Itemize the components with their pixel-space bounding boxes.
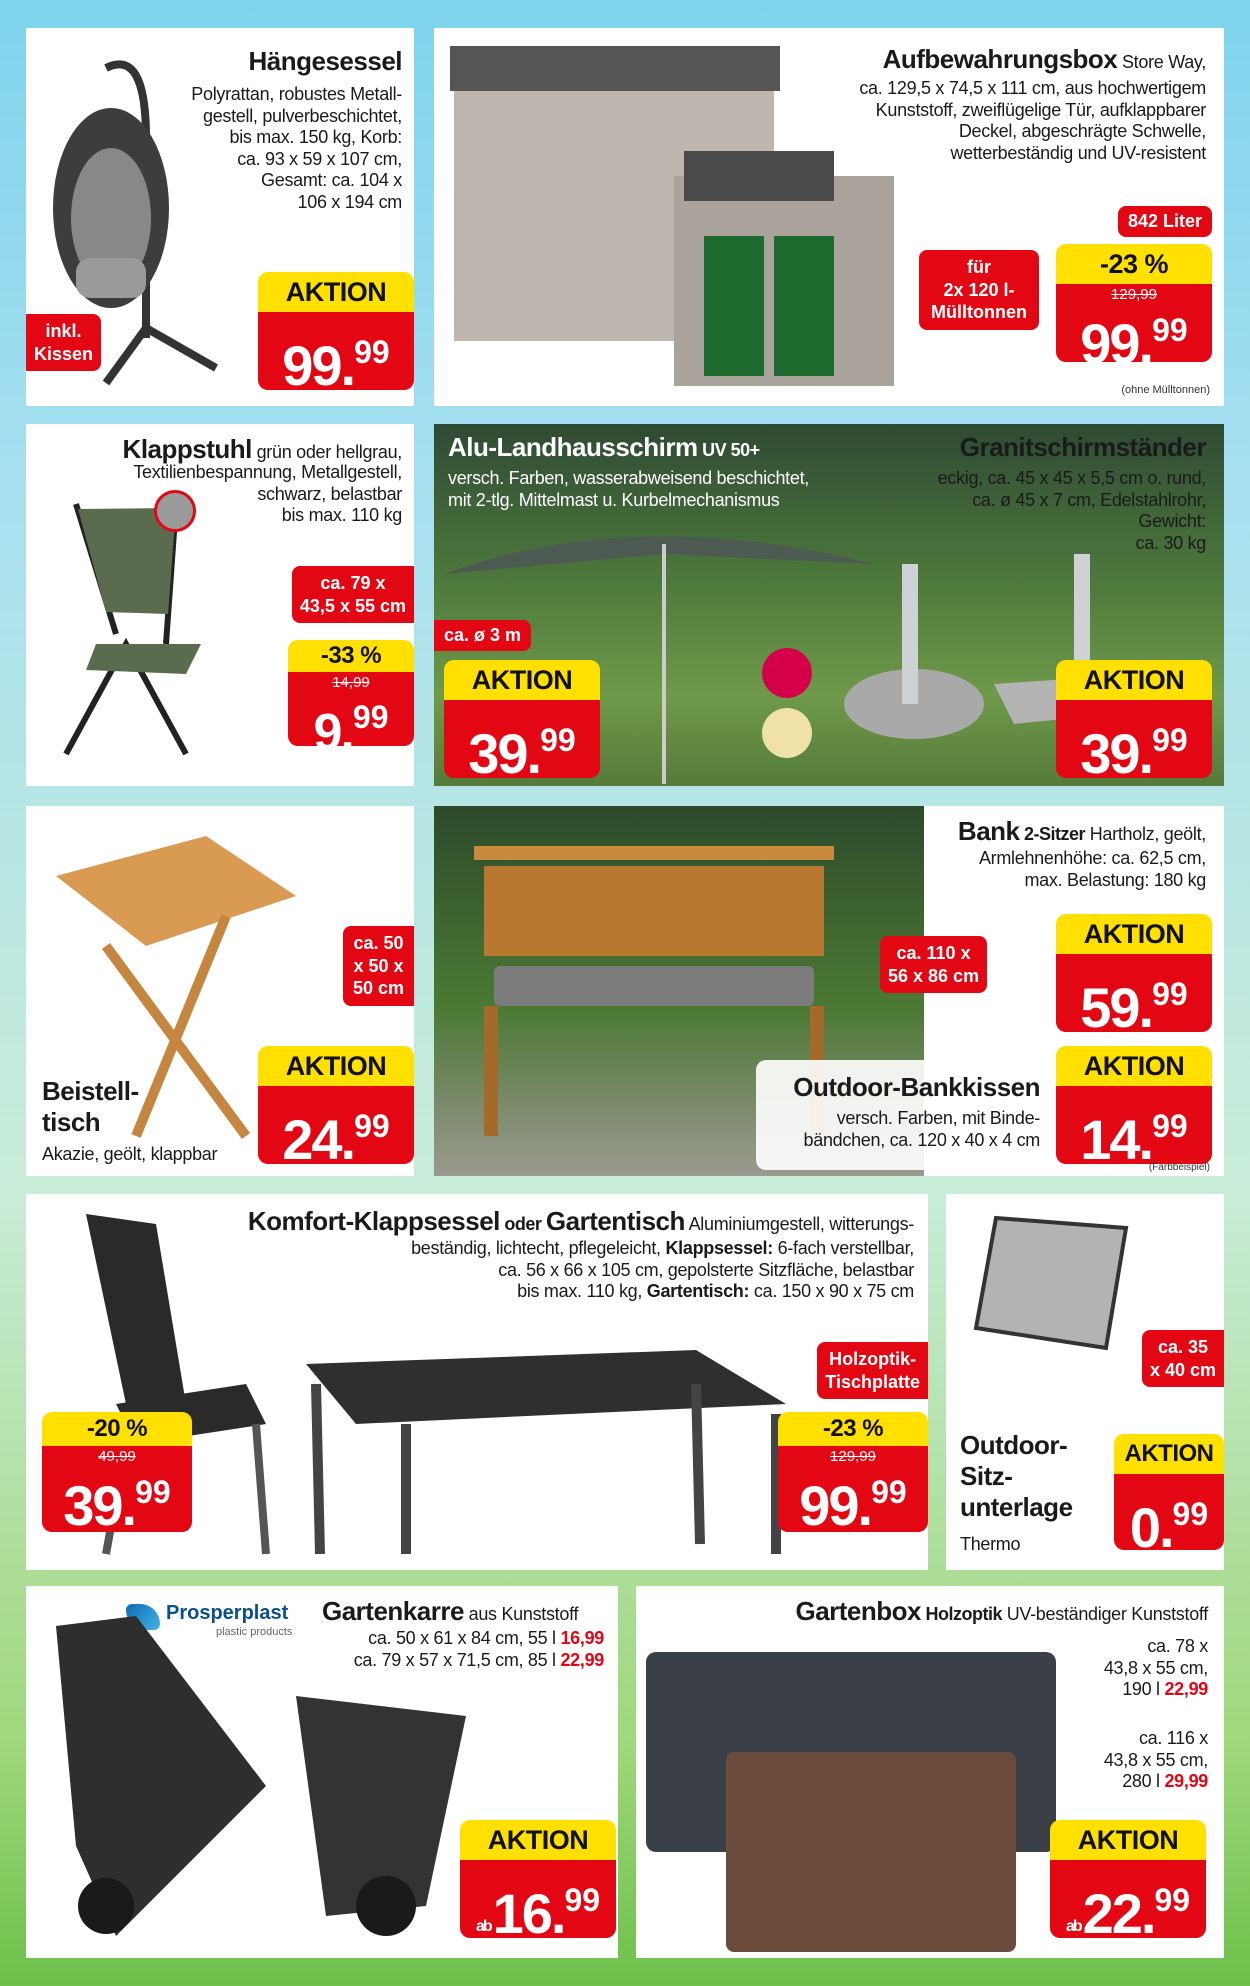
card-gartenkarre — [26, 1586, 618, 1958]
box-price: -23 % 129,99 99.99 — [1056, 244, 1212, 362]
beistelltisch-title: Beistell- tisch — [42, 1076, 139, 1138]
bank-desc: Armlehnenhöhe: ca. 62,5 cm, max. Belastung: 180 kg — [978, 848, 1206, 890]
klappstuhl-desc: Textilienbespannung, Metallgestell, schwarz, belastbar bis max. 110 kg — [133, 462, 402, 526]
staender-title: Granitschirmständer — [959, 432, 1206, 462]
staender-price: AKTION 39.99 — [1056, 660, 1212, 778]
sitz-size-badge: ca. 35 x 40 cm — [1142, 1330, 1224, 1387]
card-gartenbox — [636, 1586, 1224, 1958]
box-title: Aufbewahrungsbox Store Way, — [882, 44, 1206, 74]
prosperplast-brand-sub: plastic products — [216, 1626, 293, 1638]
card-aufbewahrungsbox — [434, 28, 1224, 406]
gartenkarre-title: Gartenkarre aus Kunststoff — [322, 1596, 579, 1626]
kissen-badge: inkl. Kissen — [26, 314, 101, 371]
bankkissen-desc: versch. Farben, mit Binde- bändchen, ca. 120 x 40 x 4 cm — [803, 1108, 1040, 1150]
schirm-desc: versch. Farben, wasserabweisend beschichtet, mit 2-tlg. Mittelmast u. Kurbelmechanismus — [448, 468, 809, 510]
bankkissen-note: (Farbbeispiel) — [1148, 1162, 1210, 1173]
beistelltisch-price: AKTION 24.99 — [258, 1046, 414, 1164]
card-sitzunterlage — [946, 1194, 1224, 1570]
swatch-beige — [762, 708, 812, 758]
klappstuhl-size-badge: ca. 79 x 43,5 x 55 cm — [292, 566, 414, 623]
klappsessel-price: -20 % 49,99 39.99 — [42, 1412, 192, 1532]
gartenkarre-desc: ca. 50 x 61 x 84 cm, 55 l 16,99 ca. 79 x 57 x 71,5 cm, 85 l 22,99 — [353, 1628, 604, 1670]
storage-box-image — [444, 36, 924, 401]
schirm-size-badge: ca. ø 3 m — [434, 620, 531, 651]
staender-desc: eckig, ca. 45 x 45 x 5,5 cm o. rund, ca. ø 45 x 7 cm, Edelstahlrohr, Gewicht: ca. 30 kg — [937, 468, 1206, 553]
liter-badge: 842 Liter — [1118, 206, 1212, 237]
card-schirm — [434, 424, 1224, 786]
schirm-price: AKTION 39.99 — [444, 660, 600, 778]
bank-title: Bank 2-Sitzer Hartholz, geölt, — [957, 816, 1206, 846]
garden-box-image — [636, 1642, 1066, 1956]
prosperplast-brand: Prosperplast — [166, 1602, 289, 1624]
card-haengesessel — [26, 28, 414, 406]
gartenbox-title: Gartenbox Holzoptik UV-beständiger Kunststoff — [795, 1596, 1208, 1626]
klappstuhl-price: -33 % 14,99 9.99 — [288, 640, 414, 746]
card-bank — [434, 806, 1224, 1176]
haengesessel-title: Hängesessel — [248, 46, 402, 76]
bank-price: AKTION 59.99 — [1056, 914, 1212, 1032]
gartenkarre-price: AKTION ab16.99 — [460, 1820, 616, 1938]
folding-chair-image — [56, 494, 226, 764]
card-klappstuhl — [26, 424, 414, 786]
beistelltisch-size-badge: ca. 50 x 50 x 50 cm — [343, 926, 414, 1006]
komfort-title: Komfort-Klappsessel oder Gartentisch Aluminiumgestell, witterungs- — [247, 1206, 914, 1236]
haengesessel-price: AKTION 99.99 — [258, 272, 414, 390]
bank-size-badge: ca. 110 x 56 x 86 cm — [880, 936, 987, 993]
gartentisch-price: -23 % 129,99 99.99 — [778, 1412, 928, 1532]
box-note: (ohne Mülltonnen) — [1121, 384, 1210, 396]
bankkissen-price: AKTION 14.99 — [1056, 1046, 1212, 1164]
swatch-red — [762, 648, 812, 698]
bankkissen-title: Outdoor-Bankkissen — [793, 1072, 1040, 1102]
holzoptik-badge: Holzoptik- Tischplatte — [817, 1342, 928, 1399]
sitz-price: AKTION 0.99 — [1114, 1434, 1224, 1550]
klappstuhl-title: Klappstuhl grün oder hellgrau, — [122, 434, 402, 464]
gartenbox-size1: ca. 78 x 43,8 x 55 cm, 190 l 22,99 — [1103, 1636, 1208, 1700]
sitz-title: Outdoor- Sitz- unterlage — [960, 1430, 1073, 1523]
beistelltisch-desc: Akazie, geölt, klappbar — [42, 1144, 218, 1164]
sitz-desc: Thermo — [960, 1534, 1021, 1554]
box-desc: ca. 129,5 x 74,5 x 111 cm, aus hochwertigem Kunststoff, zweiflügelige Tür, aufklappbarer Deckel, abgeschrägte Schwelle, wetterbeständig und UV-resistent — [859, 78, 1206, 163]
garden-table-image — [296, 1344, 796, 1564]
schirm-title: Alu-Landhausschirm UV 50+ — [448, 432, 760, 462]
seat-pad-image — [966, 1208, 1136, 1358]
gartenbox-size2: ca. 116 x 43,8 x 55 cm, 280 l 29,99 — [1103, 1728, 1208, 1792]
komfort-desc: beständig, lichtecht, pflegeleicht, Klappsessel: 6-fach verstellbar, ca. 56 x 66 x 105 cm, gepolsterte Sitzfläche, belastbar bis max. 110 kg, Gartentisch: ca. 150 x 90 x 75 cm — [411, 1238, 914, 1302]
card-komfort — [26, 1194, 928, 1570]
gartenbox-price: AKTION ab22.99 — [1050, 1820, 1206, 1938]
haengesessel-desc: Polyrattan, robustes Metall- gestell, pulverbeschichtet, bis max. 150 kg, Korb: ca. 93 x 59 x 107 cm, Gesamt: ca. 104 x 106 x 194 cm — [191, 84, 402, 212]
muelltonnen-badge: für 2x 120 l- Mülltonnen — [919, 250, 1039, 330]
card-beistelltisch — [26, 806, 414, 1176]
